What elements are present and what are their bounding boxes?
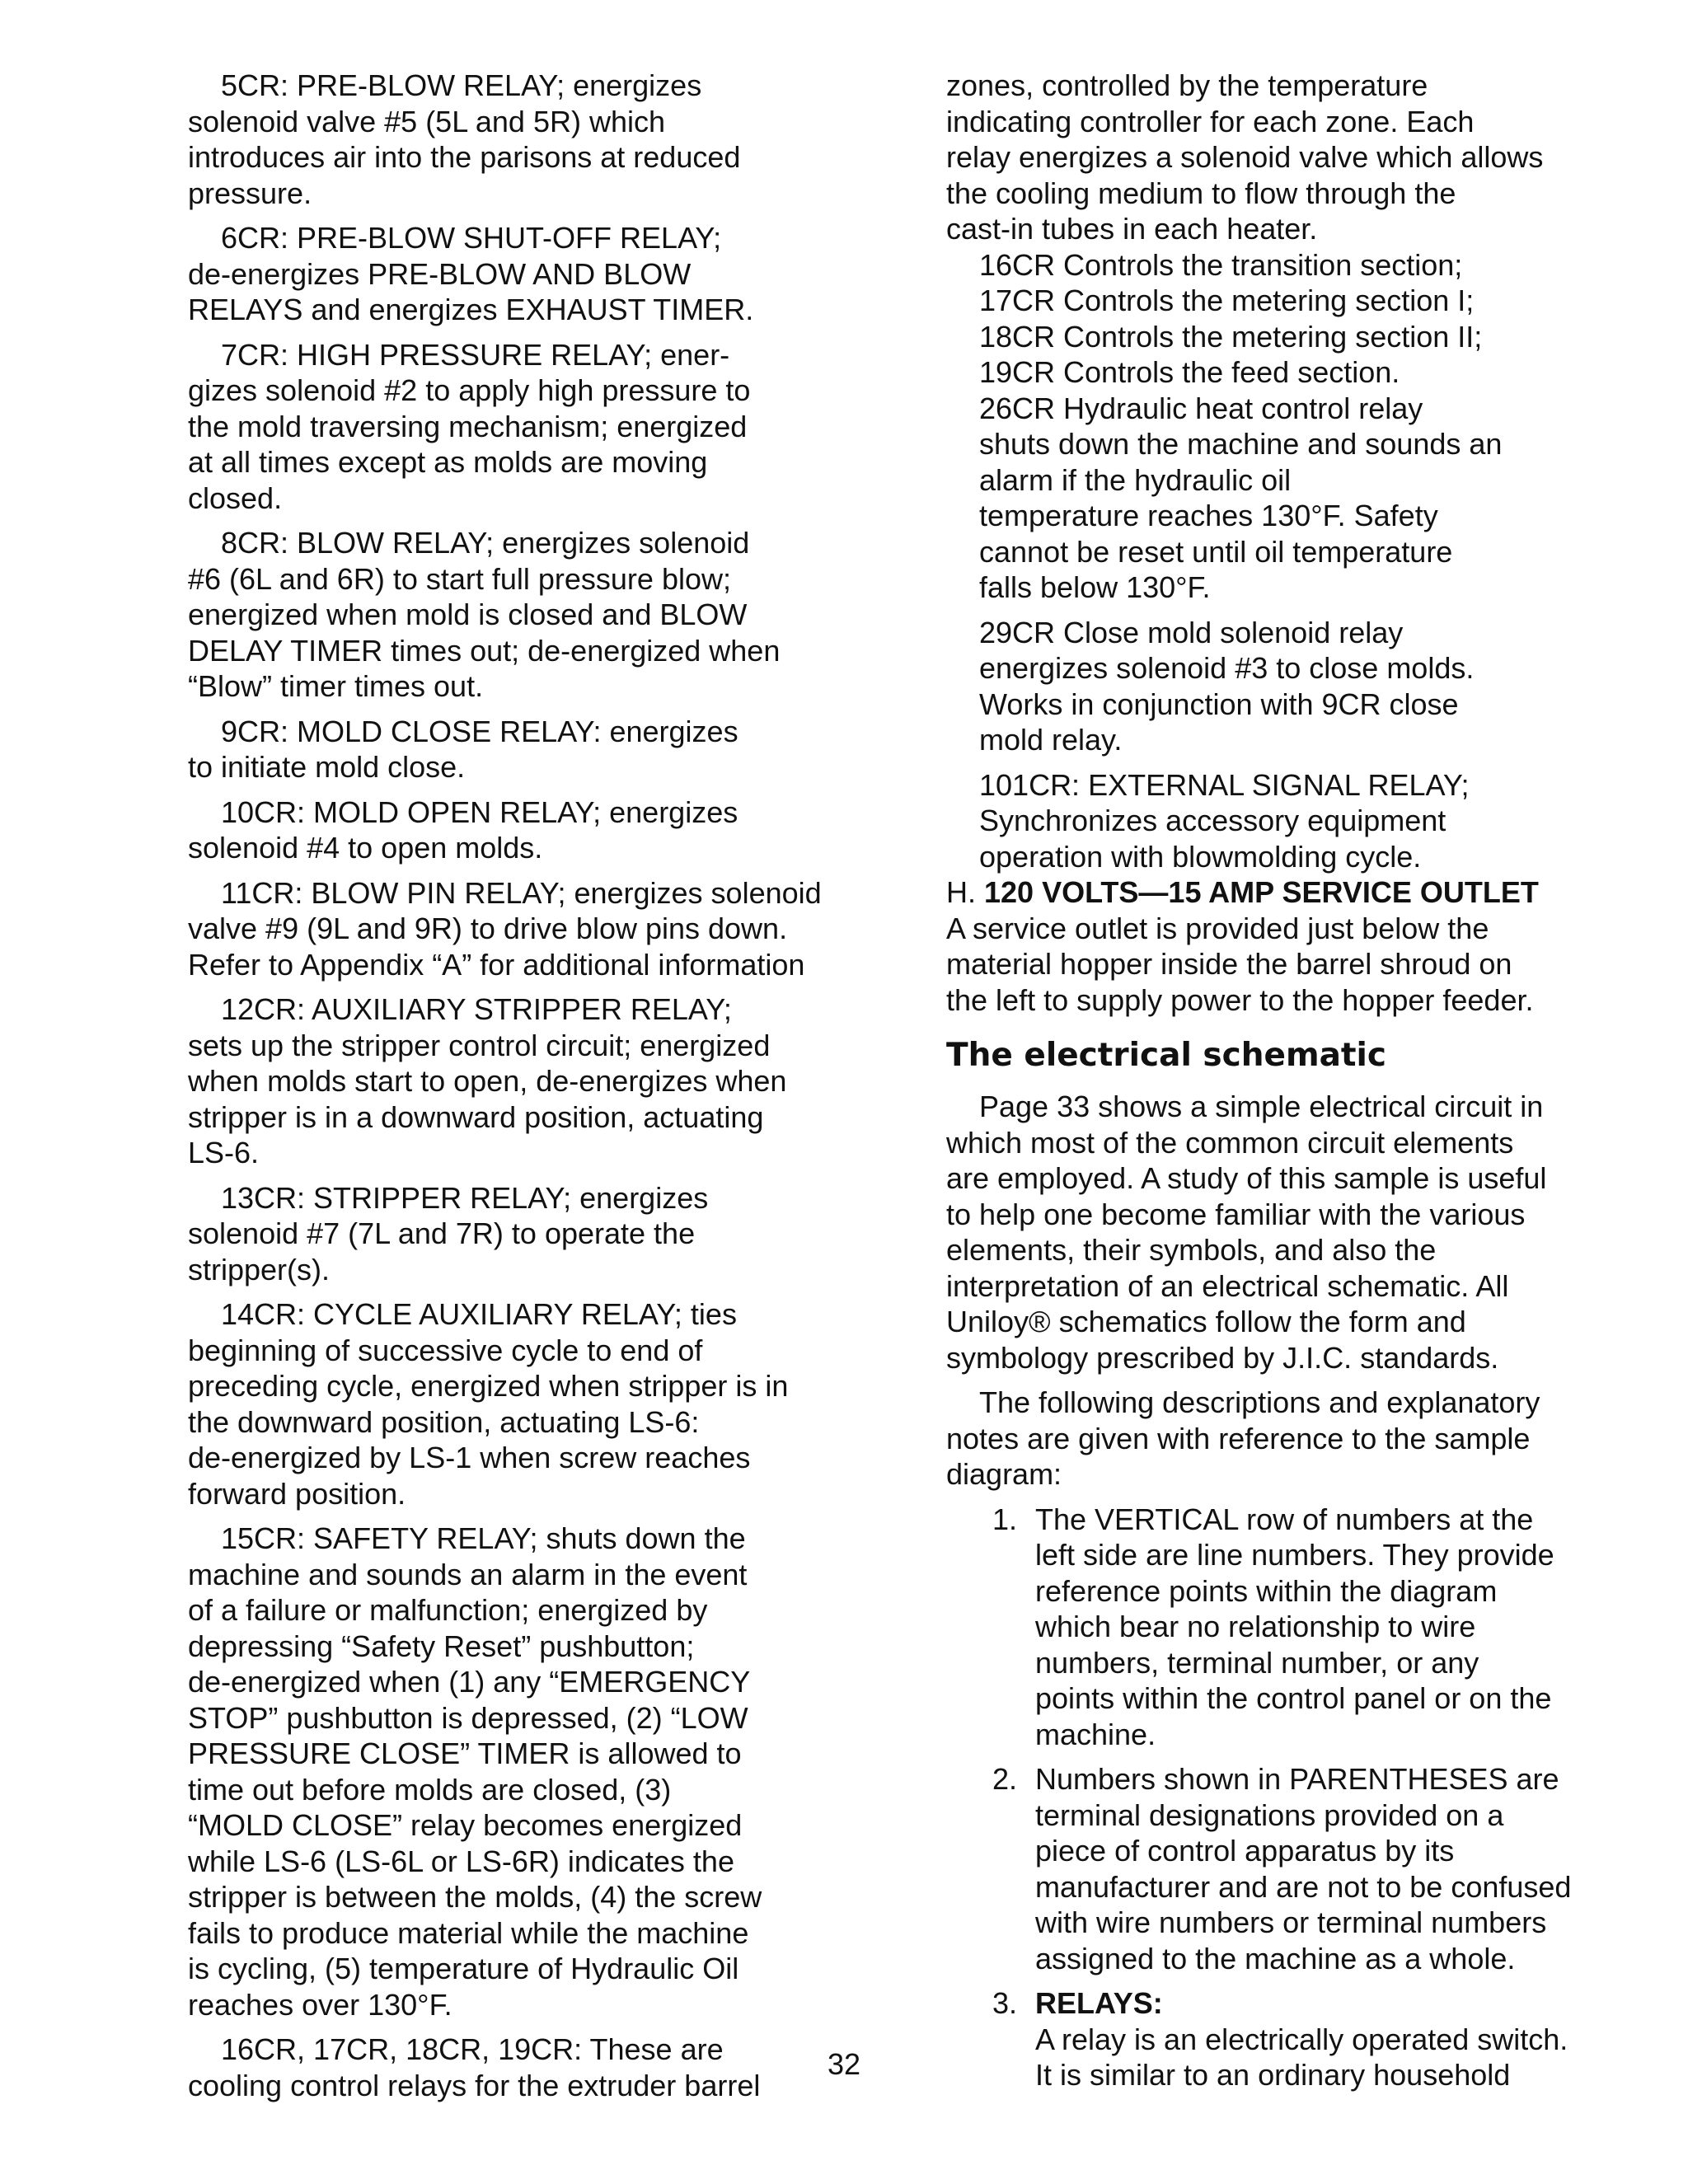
relay-7cr-paragraph (188, 337, 872, 517)
relay-9cr-paragraph (188, 714, 872, 785)
list-item (946, 1985, 1614, 2022)
relay-13cr-paragraph (188, 1180, 872, 1288)
paragraph-lead: Page 33 shows a simple electrical circuit in (979, 1090, 1544, 1123)
cooling-zones-continuation: zones, controlled by the temperature indicating controller for each zone. Each relay energizes a solenoid valve which allows the cooling medium to flow through the cast-in tubes in each heater. (946, 68, 1544, 246)
paragraph-body: gizes solenoid #2 to apply high pressure to the mold traversing mechanism; energized at all times except as molds are moving closed. (188, 373, 751, 515)
paragraph-lead: 11CR: BLOW PIN RELAY; energizes solenoid (221, 875, 822, 910)
relay-5cr-paragraph (188, 68, 872, 211)
list-item (946, 1761, 1614, 1976)
paragraph-lead: 6CR: PRE-BLOW SHUT-OFF RELAY; (221, 221, 722, 255)
paragraph-body: beginning of successive cycle to end of preceding cycle, energized when stripper is in the downward position, actuating LS-6: de-energized by LS-1 when screw reaches forward position. (188, 1333, 789, 1511)
paragraph-body: cooling control relays for the extruder barrel (188, 2068, 761, 2102)
paragraph-body: valve #9 (9L and 9R) to drive blow pins down. Refer to Appendix “A” for additional information (188, 912, 805, 982)
paragraph-body: to initiate mold close. (188, 750, 466, 784)
list-text: Numbers shown in PARENTHESES are terminal designations provided on a piece of control apparatus by its manufacturer and are not to be confused with wire numbers or terminal numbers assigned to the machine as a whole. (1035, 1762, 1572, 1975)
paragraph-lead: 16CR, 17CR, 18CR, 19CR: These are (221, 2032, 724, 2066)
paragraph-body: de-energizes PRE-BLOW AND BLOW RELAYS and energizes EXHAUST TIMER. (188, 256, 754, 326)
relay-15cr-paragraph (188, 1521, 872, 2022)
list-item (946, 1502, 1614, 1753)
list-number: 1. (992, 1502, 1017, 1536)
schematic-heading: The electrical schematic (946, 1037, 1387, 1074)
section-letter: H. (946, 875, 976, 909)
relays-body: A relay is an electrically operated switch. It is similar to an ordinary household (1035, 2022, 1568, 2092)
relay-8cr-paragraph (188, 525, 872, 705)
paragraph-lead: 14CR: CYCLE AUXILIARY RELAY; ties (221, 1297, 737, 1331)
relay-26cr-paragraph: 26CR Hydraulic heat control relay shuts down the machine and sounds an alarm if the hydraulic oil temperature reaches 130°F. Safety cannot be reset until oil temperature falls below 130°F. (979, 391, 1503, 604)
paragraph-body: notes are given with reference to the sample diagram: (946, 1421, 1531, 1491)
page-number: 32 (827, 2047, 861, 2081)
paragraph-body: which most of the common circuit elements are employed. A study of this sample is useful to help one become familiar with the various elements, their symbols, and also the interpretation of an electrical schematic. All Uniloy® schematics follow the form and symbology prescribed by J.I.C. standards. (946, 1125, 1547, 1375)
left-column (188, 68, 872, 2112)
list-number: 2. (992, 1762, 1017, 1796)
relay-11cr-paragraph (188, 875, 872, 983)
relay-29cr-paragraph: 29CR Close mold solenoid relay energizes solenoid #3 to close molds. Works in conjunction with 9CR close mold relay. (979, 615, 1475, 757)
section-title: 120 VOLTS—15 AMP SERVICE OUTLET (984, 875, 1539, 909)
right-column (946, 68, 1614, 2093)
paragraph-lead: 12CR: AUXILIARY STRIPPER RELAY; (221, 992, 732, 1026)
paragraph-body: #6 (6L and 6R) to start full pressure blow; energized when mold is closed and BLOW DELAY TIMER times out; de-energized when “Blow” timer times out. (188, 561, 781, 703)
zone-relay-lines: 16CR Controls the transition section; 17CR Controls the metering section I; 18CR Controls the metering section II; 19CR Controls the feed section. (979, 247, 1483, 389)
paragraph-lead: The following descriptions and explanatory (979, 1385, 1540, 1419)
service-outlet-heading (946, 874, 1614, 911)
schematic-notes-paragraph (946, 1385, 1614, 1493)
paragraph-lead: 10CR: MOLD OPEN RELAY; energizes (221, 794, 738, 829)
paragraph-body: sets up the stripper control circuit; energized when molds start to open, de-energizes when stripper is in a downward position, actuating LS-6. (188, 1028, 787, 1169)
relay-10cr-paragraph (188, 794, 872, 866)
paragraph-lead: 7CR: HIGH PRESSURE RELAY; ener- (221, 337, 730, 372)
relays-heading: RELAYS: (1035, 1986, 1163, 2020)
paragraph-body: solenoid #7 (7L and 7R) to operate the stripper(s). (188, 1216, 696, 1286)
relay-12cr-paragraph (188, 991, 872, 1171)
paragraph-body: solenoid #4 to open molds. (188, 831, 543, 865)
paragraph-lead: 9CR: MOLD CLOSE RELAY: energizes (221, 714, 738, 748)
relay-101cr-paragraph: 101CR: EXTERNAL SIGNAL RELAY; Synchronizes accessory equipment operation with blowmolding cycle. (979, 767, 1470, 874)
paragraph-lead: 15CR: SAFETY RELAY; shuts down the (221, 1521, 746, 1555)
service-outlet-body: A service outlet is provided just below the material hopper inside the barrel shroud on the left to supply power to the hopper feeder. (946, 911, 1534, 1017)
paragraph-lead: 8CR: BLOW RELAY; energizes solenoid (221, 526, 750, 560)
relay-6cr-paragraph (188, 220, 872, 328)
paragraph-body: machine and sounds an alarm in the event of a failure or malfunction; energized by depressing “Safety Reset” pushbutton; de-energized when (1) any “EMERGENCY STOP” pushbutton is depressed, (2) “LOW PRESSURE CLOSE” TIMER is allowed to time out before molds are closed, (3) “MOLD CLOSE” relay becomes energized while LS-6 (LS-6L or LS-6R) indicates the stripper is between the molds, (4) the screw fails to produce material while the machine is cycling, (5) temperature of Hydraulic Oil reaches over 130°F. (188, 1557, 762, 2022)
paragraph-lead: 13CR: STRIPPER RELAY; energizes (221, 1180, 709, 1215)
list-text: The VERTICAL row of numbers at the left side are line numbers. They provide reference points within the diagram which bear no relationship to wire numbers, terminal number, or any points within the control panel or on the machine. (1035, 1502, 1554, 1751)
paragraph-body: solenoid valve #5 (5L and 5R) which introduces air into the parisons at reduced pressure. (188, 104, 741, 210)
relay-14cr-paragraph (188, 1296, 872, 1511)
schematic-intro-paragraph (946, 1089, 1614, 1376)
paragraph-lead: 5CR: PRE-BLOW RELAY; energizes (221, 68, 702, 102)
list-number: 3. (992, 1986, 1017, 2020)
